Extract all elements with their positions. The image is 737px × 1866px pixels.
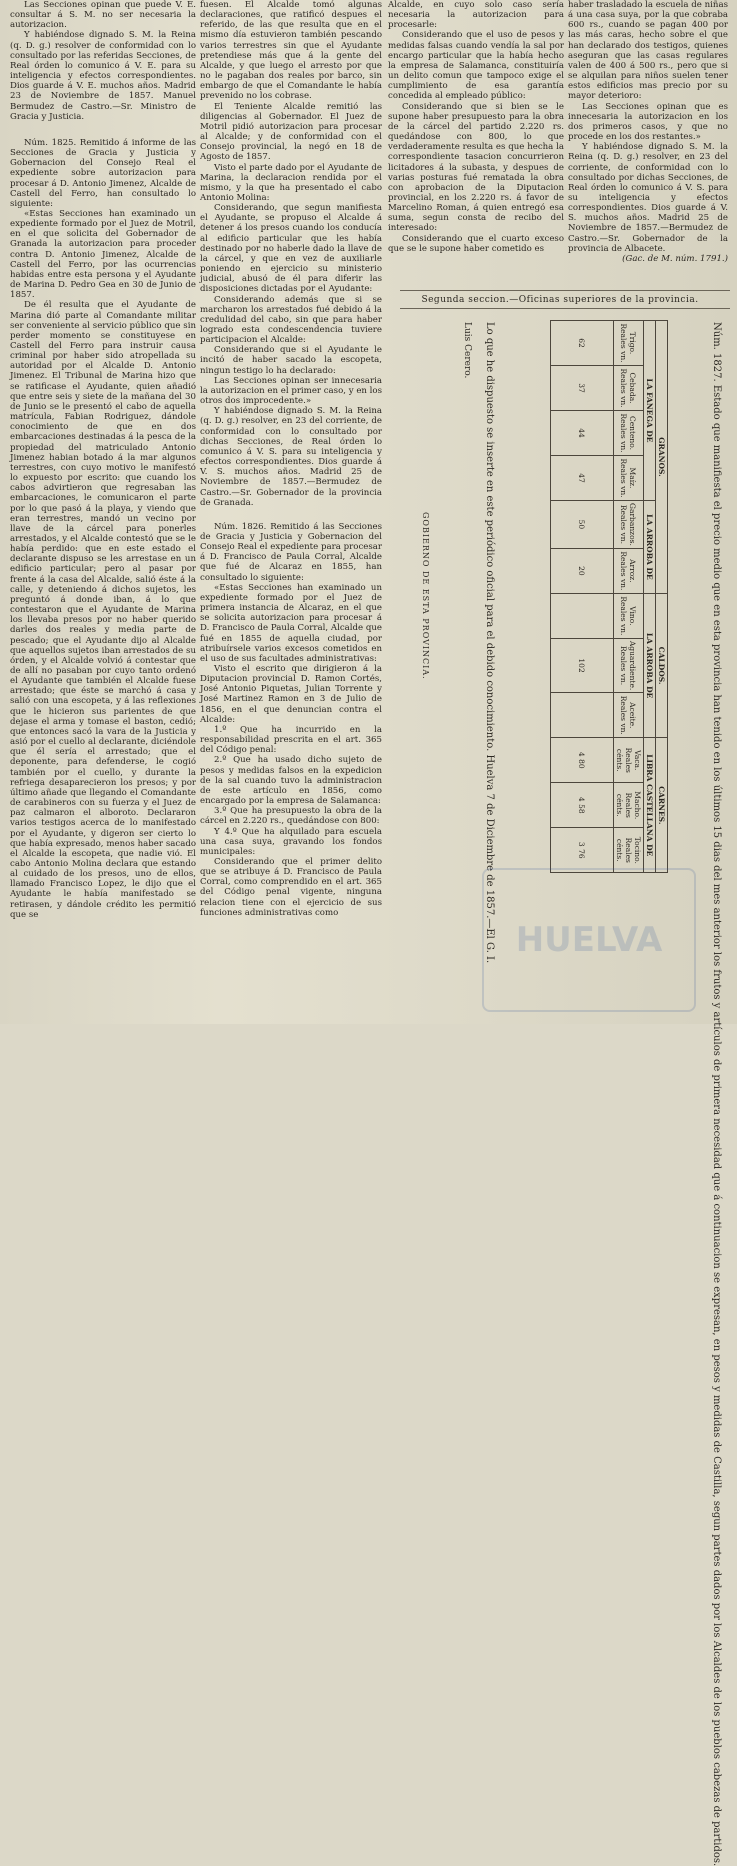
arroba-heading: LA ARROBA DE bbox=[644, 501, 656, 594]
table-column-header: Cebada. Reales vn. bbox=[614, 366, 644, 411]
table-cell-value: 20 bbox=[551, 548, 614, 593]
paragraph: Considerando que el cuarto exceso que se le supone haber cometido es bbox=[388, 233, 564, 254]
table-column-header: Vaca. Reales cénts. bbox=[614, 738, 644, 783]
table-cell-value: 37 bbox=[551, 366, 614, 411]
paragraph: Y habiéndose dignado S. M. la Reina (q. D. g.) resolver, en 23 del corriente, de conformidad con lo consultado por dichas Secciones, de Real órden lo comunico á V. S. para su inteligencia y efectos correspondientes. Dios guarde á V. S. muchos años. Madrid 25 de Noviembre de 1857.—Bermudez de Castro.—Sr. Gobernador de la provincia de Albacete. bbox=[568, 142, 728, 254]
paragraph: 2.º Que ha usado dicho sujeto de pesos y medidas falsos en la expedicion de la sal cuando tuvo la administracion de este artículo en 1856, como encargado por la empresa de Salamanca: bbox=[200, 755, 382, 807]
paragraph: Considerando que si el Ayudante le incitó de haber sacado la escopeta, ningun testigo lo ha declarado: bbox=[200, 345, 382, 376]
paragraph: Considerando, que segun manifiesta el Ayudante, se propuso el Alcalde á detener á los presos cuando los conducía al edificio particular que les había destinado por no haberle dado la llave de la cárcel, y que en vez de auxiliarle poniendo en ejercicio su ministerio judicial, abusó de él para diferir las disposiciones dictadas por el Ayudante: bbox=[200, 203, 382, 295]
table-column-header: Aceite. Reales vn. bbox=[614, 693, 644, 738]
table-footer: Lo que he dispuesto se inserte en este periódico oficial para el debido conocimiento. Huelva 7 de Diciembre de 1857.—El G. I. bbox=[484, 322, 495, 964]
table-cell-value: 62 bbox=[551, 321, 614, 366]
gazette-reference: (Gac. de M. núm. 1791.) bbox=[622, 253, 728, 264]
paragraph: Y habiéndose dignado S. M. la Reina (q. D. g.) resolver de conformidad con lo consultado por las referidas Secciones, de Real órden lo comunico á V. E. para su inteligencia y efectos correspondientes. Dios guarde á V. E. muchos años. Madrid 23 de Noviembre de 1857. Manuel Bermudez de Castro.—Sr. Ministro de Gracia y Justicia. bbox=[10, 30, 196, 122]
table-column-header: Vino. Reales vn. bbox=[614, 593, 644, 638]
table-cell-value: 47 bbox=[551, 456, 614, 501]
paragraph: Alcalde, en cuyo solo caso sería necesaria la autorizacion para procesarle: bbox=[388, 0, 564, 31]
paragraph: Considerando además que si se marcharon los arrestados fué debido á la credulidad del cabo, sin que para haber logrado esta condescendencia tuviere participacion el Alcalde: bbox=[200, 294, 382, 346]
table-column-header: Centeno. Reales vn. bbox=[614, 411, 644, 456]
decree-1827-text: Núm. 1827. Estado que manifiesta el precio medio que en esta provincia han tenido en los últimos 15 dias del mes anterior los frutos y artículos de primera necesidad que á continuacion se expresan, en pesos y medidas de Castilla, segun partes dados por los Alcaldes de los pueblos cabezas de partidos. bbox=[711, 322, 722, 1866]
section-title: Segunda seccion.—Oficinas superiores de la provincia. bbox=[421, 295, 699, 305]
table-column-header: Aguardiente. Reales vn. bbox=[614, 638, 644, 692]
caldos-heading: CALDOS. bbox=[656, 593, 668, 737]
paragraph: Las Secciones opinan que es innecesaria la autorizacion en los dos primeros casos, y que no procede en los dos restantes.» bbox=[568, 101, 728, 143]
carnes-heading: CARNES. bbox=[656, 738, 668, 873]
column-3 bbox=[388, 0, 564, 254]
table-cell-value: 50 bbox=[551, 501, 614, 549]
paragraph: fuesen. El Alcalde tomó algunas declaraciones, que ratificó despues el referido, de las que resulta que en el mismo día estuvieron también pescando varios terrestres sin que el Ayudante pretendiese más que á la gente del Alcalde, y que luego el arresto por que no le pagaban dos reales por barco, sin embargo de que el Comandante le había prevenido no los cobrase. bbox=[200, 0, 382, 102]
table-column-header: Garbanzos. Reales vn. bbox=[614, 501, 644, 549]
paragraph: «Estas Secciones han examinado un expediente formado por el Juez de Motril, en el que solicita del Gobernador de Granada la autorizacion para proceder contra D. Antonio Jimenez, Alcalde de Castell del Ferro, por las ocurrencias habidas entre esta persona y el Ayudante de Marina D. Pedro Gea en 30 de Junio de 1857. bbox=[10, 208, 196, 301]
table-cell-value: 4 80 bbox=[551, 738, 614, 783]
table-column-header: Tocino. Reales cénts. bbox=[614, 828, 644, 873]
paragraph: De él resulta que el Ayudante de Marina dió parte al Comandante militar ser conveniente al servicio público que sin perder momento se constituyese en Castell del Ferro para instruir causa criminal por haber sido atropellada su autoridad por el Alcalde D. Antonio Jimenez. El Tribunal de Marina hizo que se ratificase el Ayudante, quien añadió que entre seis y siete de la mañana del 30 de Junio se le presentó el cabo de aquella matrícula, Fabian Rodriguez, dándole conocimiento de que en dos embarcaciones destinadas á la pesca de la propiedad del matriculado Antonio Jimenez habian botado á la mar algunos terrestres, con cuyo motivo le manifestó lo expuesto por escrito: que cuando los cabos advirtieron que regresaban las embarcaciones, le comunicaron el parte por lo que pasó á la playa, y viendo que eran terrestres, mandó un vecino por llave de la cárcel para ponerles arrestados, y el Alcalde contestó que se le había perdido: que en este estado el declarante dispuso se les arrestase en un edificio particular; pero al pasar por frente á la casa del Alcalde, salió éste á la calle, y deteniendo á dichos sujetos, les preguntó á donde iban, á lo que contestaron que el Ayudante de Marina los llevaba presos por no haber querido darles dos reales y media parte de pescado; que el Ayudante dijo al Alcalde que aquellos sujetos iban arrestados de su órden, y el Alcalde volvió á contestar que de allí no pasaban por cuyo tanto ordenó el Ayudante que también el Alcalde fuese arrestado; que éste se marchó á casa y salió con una escopeta, y á las reflexiones que le hicieron sus parientes de que dejase el arma y tomase el baston, cedió; que entonces sacó la vara de la Justicia y asió por el cuello al declarante, diciéndole que él sería el arrestado; que el deponente, para defenderse, le cogió también por el cuello, y durante la refriega desaparecieron los presos; y por último añade que llegando el Comandante de carabineros con su fuerza y el Juez de paz calmaron el alboroto. Declararon varios testigos acerca de lo manifestado por el Ayudante, y digeron ser cierto lo que había expresado, menos haber sacado el Alcalde la escopeta, que nadie vió. El cabo Antonio Molina declara que estando al cuidado de los presos, uno de ellos, llamado Francisco Lopez, le dijo que el Ayudante le había manifestado se retirasen, y dándole crédito les permitió que se bbox=[10, 300, 196, 920]
paragraph: 1.º Que ha incurrido en la responsabilidad prescrita en el art. 365 del Código penal: bbox=[200, 724, 382, 756]
column-2 bbox=[200, 0, 382, 918]
table-cell-value: 102 bbox=[551, 638, 614, 692]
paragraph: haber trasladado la escuela de niñas á una casa suya, por la que cobraba 600 rs., cuando se pagan 400 por las más caras, hecho sobre el que han declarado dos testigos, quienes aseguran que las casas regulares valen de 400 á 500 rs., pero que si se alquilan para niños suelen tener estos edificios mas precio por su mayor deterioro: bbox=[568, 0, 728, 102]
paragraph: Considerando que si bien se le supone haber presupuesto para la obra de la cárcel del partido 2.220 rs. quedándose con 800, lo que verdaderamente resulta es que hecha la correspondiente tasacion concurrieron licitadores á la subasta, y despues de varias posturas fué rematada la obra con aprobacion de la Diputacion provincial, en los 2.220 rs. á favor de Marcelino Roman, á quien entregó esa suma, segun consta de recibo del interesado: bbox=[388, 101, 564, 234]
paragraph: «Estas Secciones han examinado un expediente formado por el Juez de primera instancia de Alcaraz, en el que se solicita autorizacion para procesar á D. Francisco de Paula Corral, Alcalde que fué en 1855 de aquella ciudad, por atribuírsele varios excesos cometidos en el uso de sus facultades administrativas: bbox=[200, 582, 382, 664]
table-cell-value: 3 76 bbox=[551, 828, 614, 873]
column-4 bbox=[568, 0, 728, 264]
column-1 bbox=[10, 0, 196, 920]
paragraph: Las Secciones opinan que puede V. E. consultar á S. M. no ser necesaria la autorizacion. bbox=[10, 0, 196, 31]
section-rule bbox=[400, 308, 730, 309]
fanega-heading: LA FANEGA DE bbox=[644, 321, 656, 501]
arroba-heading: LA ARROBA DE bbox=[644, 593, 656, 737]
paragraph: Y habiéndose dignado S. M. la Reina (q. D. g.) resolver, en 23 del corriente, de conformidad con lo consultado por dichas Secciones, de Real órden lo comunico á V. S. para su inteligencia y efectos correspondientes. Dios guarde á V. S. muchos años. Madrid 25 de Noviembre de 1857.—Bermudez de Castro.—Sr. Gobernador de la provincia de Granada. bbox=[200, 406, 382, 508]
table-cell-value bbox=[551, 693, 614, 738]
table-cell-value bbox=[551, 593, 614, 638]
section-rule bbox=[400, 290, 730, 291]
table-column-header: Maíz. Reales vn. bbox=[614, 456, 644, 501]
table-cell-value: 44 bbox=[551, 411, 614, 456]
table-column-header: Arroz. Reales vn. bbox=[614, 548, 644, 593]
paragraph: Considerando que el primer delito que se atribuye á D. Francisco de Paula Corral, como comprendido en el art. 365 del Código penal vigente, ninguna relacion tiene con el ejercicio de sus funciones administrativas como bbox=[200, 856, 382, 918]
paragraph: 3.º Que ha presupuesto la obra de la cárcel en 2.220 rs., quedándose con 800: bbox=[200, 806, 382, 827]
gobierno-heading: GOBIERNO DE ESTA PROVINCIA. bbox=[421, 512, 430, 680]
granos-heading: GRANOS. bbox=[656, 321, 668, 594]
table-cell-value: 4 58 bbox=[551, 783, 614, 828]
table-column-header: Macho. Reales cénts. bbox=[614, 783, 644, 828]
paragraph: Visto el parte dado por el Ayudante de Marina, la declaracion rendida por el mismo, y la que ha presentado el cabo Antonio Molina: bbox=[200, 162, 382, 203]
signature: Luis Cerero. bbox=[462, 322, 472, 379]
paragraph: Las Secciones opinan ser innecesaria la autorizacion en el primer caso, y en los otros dos improcedente.» bbox=[200, 375, 383, 407]
paragraph: El Teniente Alcalde remitió las diligencias al Gobernador. El Juez de Motril pidió autorizacion para procesar al Alcalde; y de conformidad con el Consejo provincial, la negó en 18 de Agosto de 1857. bbox=[200, 101, 382, 163]
table-column-header: Trigo. Reales vn. bbox=[614, 321, 644, 366]
library-watermark bbox=[482, 868, 696, 1012]
paragraph: Visto el escrito que dirigieron á la Diputacion provincial D. Ramon Cortés, José Antonio Piquetas, Julian Torrente y José Martinez Ramon en 3 de Julio de 1856, en el que denuncian contra el Alcalde: bbox=[200, 664, 382, 725]
watermark-text: HUELVA bbox=[515, 920, 663, 960]
paragraph: Considerando que el uso de pesos y medidas falsas cuando vendía la sal por encargo particular que la había hecho la empresa de Salamanca, constituiría un delito comun que tampoco exige el cumplimiento de esa garantía concedida al empleado público: bbox=[388, 30, 564, 102]
libra-heading: LIBRA CASTELLANA DE bbox=[644, 738, 656, 873]
paragraph: Y 4.º Que ha alquilado para escuela una casa suya, gravando los fondos municipales: bbox=[200, 826, 382, 857]
decree-1826-intro: Núm. 1826. Remitido á las Secciones de Gracia y Justicia y Gobernacion del Consejo Real el expediente para procesar á D. Francisco de Paula Corral, Alcalde que fué de Alcaraz en 1855, han consultado lo siguiente: bbox=[200, 521, 382, 583]
price-table bbox=[550, 320, 668, 873]
decree-1825-intro: Núm. 1825. Remitido á informe de las Secciones de Gracia y Justicia y Gobernacion del Consejo Real el expediente sobre autorizacion para procesar á D. Antonio Jimenez, Alcalde de Castell del Ferro, han consultado lo siguiente: bbox=[10, 137, 196, 209]
